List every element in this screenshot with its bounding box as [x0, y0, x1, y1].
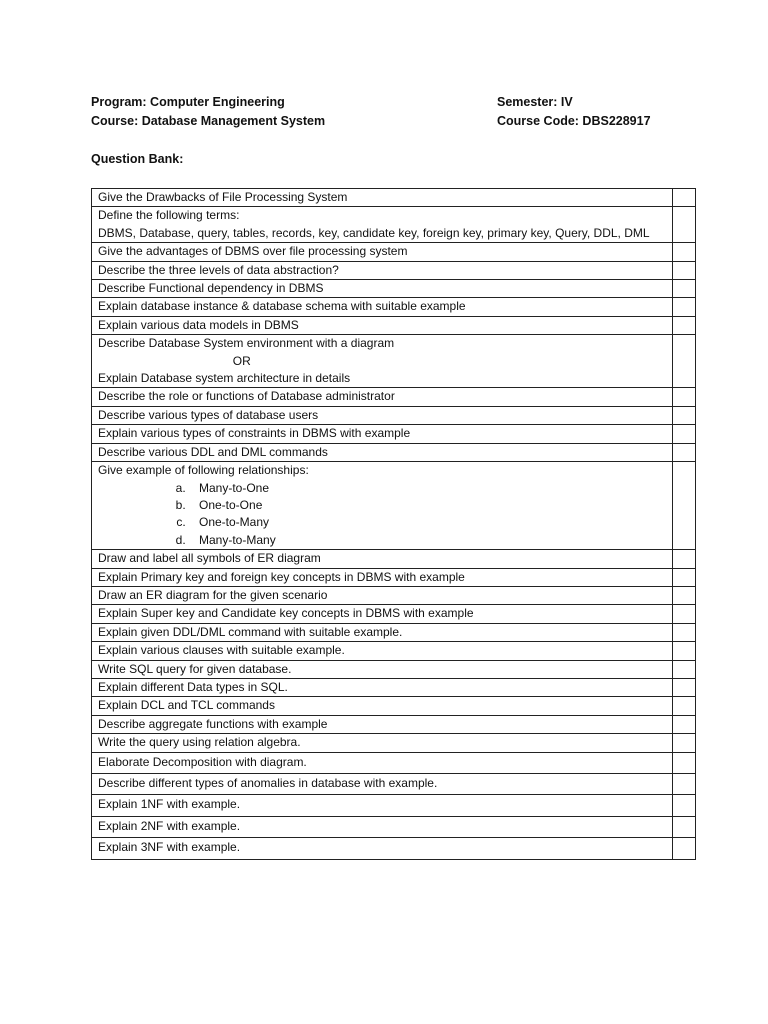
mark-cell [672, 642, 695, 660]
table-row [92, 261, 696, 279]
mark-cell [672, 752, 695, 773]
question-cell: Draw and label all symbols of ER diagram [92, 550, 673, 568]
table-row [92, 568, 696, 586]
table-row [92, 388, 696, 406]
course-code-label: Course Code: DBS228917 [497, 114, 651, 128]
mark-cell [672, 660, 695, 678]
table-row [92, 752, 696, 773]
table-row [92, 462, 696, 550]
table-row [92, 697, 696, 715]
question-cell: Write the query using relation algebra. [92, 734, 673, 752]
question-cell: Give the advantages of DBMS over file processing system [92, 243, 673, 261]
table-row [92, 335, 696, 388]
question-cell: Describe various types of database users [92, 406, 673, 424]
mark-cell [672, 189, 695, 207]
semester-label: Semester: IV [497, 95, 573, 109]
mark-cell [672, 316, 695, 334]
question-cell: Explain different Data types in SQL. [92, 678, 673, 696]
course-label: Course: Database Management System [91, 114, 326, 128]
mark-cell [672, 678, 695, 696]
mark-cell [672, 425, 695, 443]
question-cell: Explain various data models in DBMS [92, 316, 673, 334]
table-row [92, 586, 696, 604]
question-line: DBMS, Database, query, tables, records, key, candidate key, foreign key, primary key, Query, DDL, DML [98, 225, 650, 240]
question-line: Give example of following relationships: [98, 463, 309, 478]
question-cell: Give the Drawbacks of File Processing System [92, 189, 673, 207]
question-cell: Explain Super key and Candidate key concepts in DBMS with example [92, 605, 673, 623]
table-row [92, 550, 696, 568]
mark-cell [672, 462, 695, 550]
question-cell [92, 335, 673, 388]
relationship-list [98, 480, 666, 550]
table-row [92, 774, 696, 795]
table-row [92, 678, 696, 696]
question-cell: Elaborate Decomposition with diagram. [92, 752, 673, 773]
question-cell: Explain 2NF with example. [92, 816, 673, 837]
header-right [497, 93, 651, 131]
table-row [92, 189, 696, 207]
table-row [92, 605, 696, 623]
program-label: Program: Computer Engineering [91, 95, 285, 109]
question-cell: Draw an ER diagram for the given scenario [92, 586, 673, 604]
mark-cell [672, 795, 695, 816]
table-row [92, 838, 696, 859]
mark-cell [672, 734, 695, 752]
or-separator: OR [232, 353, 251, 368]
mark-cell [672, 243, 695, 261]
question-line: Describe Database System environment with a diagram [98, 336, 395, 351]
table-row [92, 243, 696, 261]
list-item: c. One-to-Many [189, 514, 666, 531]
table-row [92, 715, 696, 733]
question-cell: Explain 1NF with example. [92, 795, 673, 816]
table-row [92, 660, 696, 678]
mark-cell [672, 280, 695, 298]
list-item: d. Many-to-Many [189, 532, 666, 549]
mark-cell [672, 406, 695, 424]
question-cell [92, 462, 673, 550]
mark-cell [672, 774, 695, 795]
question-cell: Describe aggregate functions with example [92, 715, 673, 733]
mark-cell [672, 261, 695, 279]
mark-cell [672, 715, 695, 733]
table-row [92, 816, 696, 837]
table-row [92, 443, 696, 461]
table-row [92, 623, 696, 641]
mark-cell [672, 697, 695, 715]
list-item: a. Many-to-One [189, 480, 666, 497]
question-cell: Explain various clauses with suitable example. [92, 642, 673, 660]
mark-cell [672, 816, 695, 837]
table-row [92, 642, 696, 660]
mark-cell [672, 623, 695, 641]
mark-cell [672, 838, 695, 859]
question-cell: Describe the role or functions of Database administrator [92, 388, 673, 406]
question-cell: Describe Functional dependency in DBMS [92, 280, 673, 298]
question-cell: Write SQL query for given database. [92, 660, 673, 678]
question-cell: Explain given DDL/DML command with suitable example. [92, 623, 673, 641]
table-row [92, 406, 696, 424]
mark-cell [672, 335, 695, 388]
question-cell: Explain Primary key and foreign key concepts in DBMS with example [92, 568, 673, 586]
question-cell: Describe different types of anomalies in database with example. [92, 774, 673, 795]
mark-cell [672, 605, 695, 623]
question-table [91, 188, 696, 860]
table-row [92, 280, 696, 298]
table-row [92, 298, 696, 316]
question-cell: Explain database instance & database schema with suitable example [92, 298, 673, 316]
question-line: Explain Database system architecture in details [98, 371, 351, 386]
mark-cell [672, 586, 695, 604]
table-row [92, 734, 696, 752]
mark-cell [672, 568, 695, 586]
question-cell [92, 207, 673, 243]
mark-cell [672, 207, 695, 243]
mark-cell [672, 388, 695, 406]
table-row [92, 316, 696, 334]
table-row [92, 425, 696, 443]
question-cell: Describe various DDL and DML commands [92, 443, 673, 461]
question-cell: Explain DCL and TCL commands [92, 697, 673, 715]
header-left [91, 93, 325, 131]
mark-cell [672, 550, 695, 568]
question-line: Define the following terms: [98, 208, 240, 223]
question-bank-title: Question Bank: [91, 152, 184, 166]
question-cell: Explain 3NF with example. [92, 838, 673, 859]
mark-cell [672, 443, 695, 461]
question-cell: Explain various types of constraints in DBMS with example [92, 425, 673, 443]
mark-cell [672, 298, 695, 316]
list-item: b. One-to-One [189, 497, 666, 514]
table-row [92, 207, 696, 243]
question-cell: Describe the three levels of data abstraction? [92, 261, 673, 279]
table-row [92, 795, 696, 816]
